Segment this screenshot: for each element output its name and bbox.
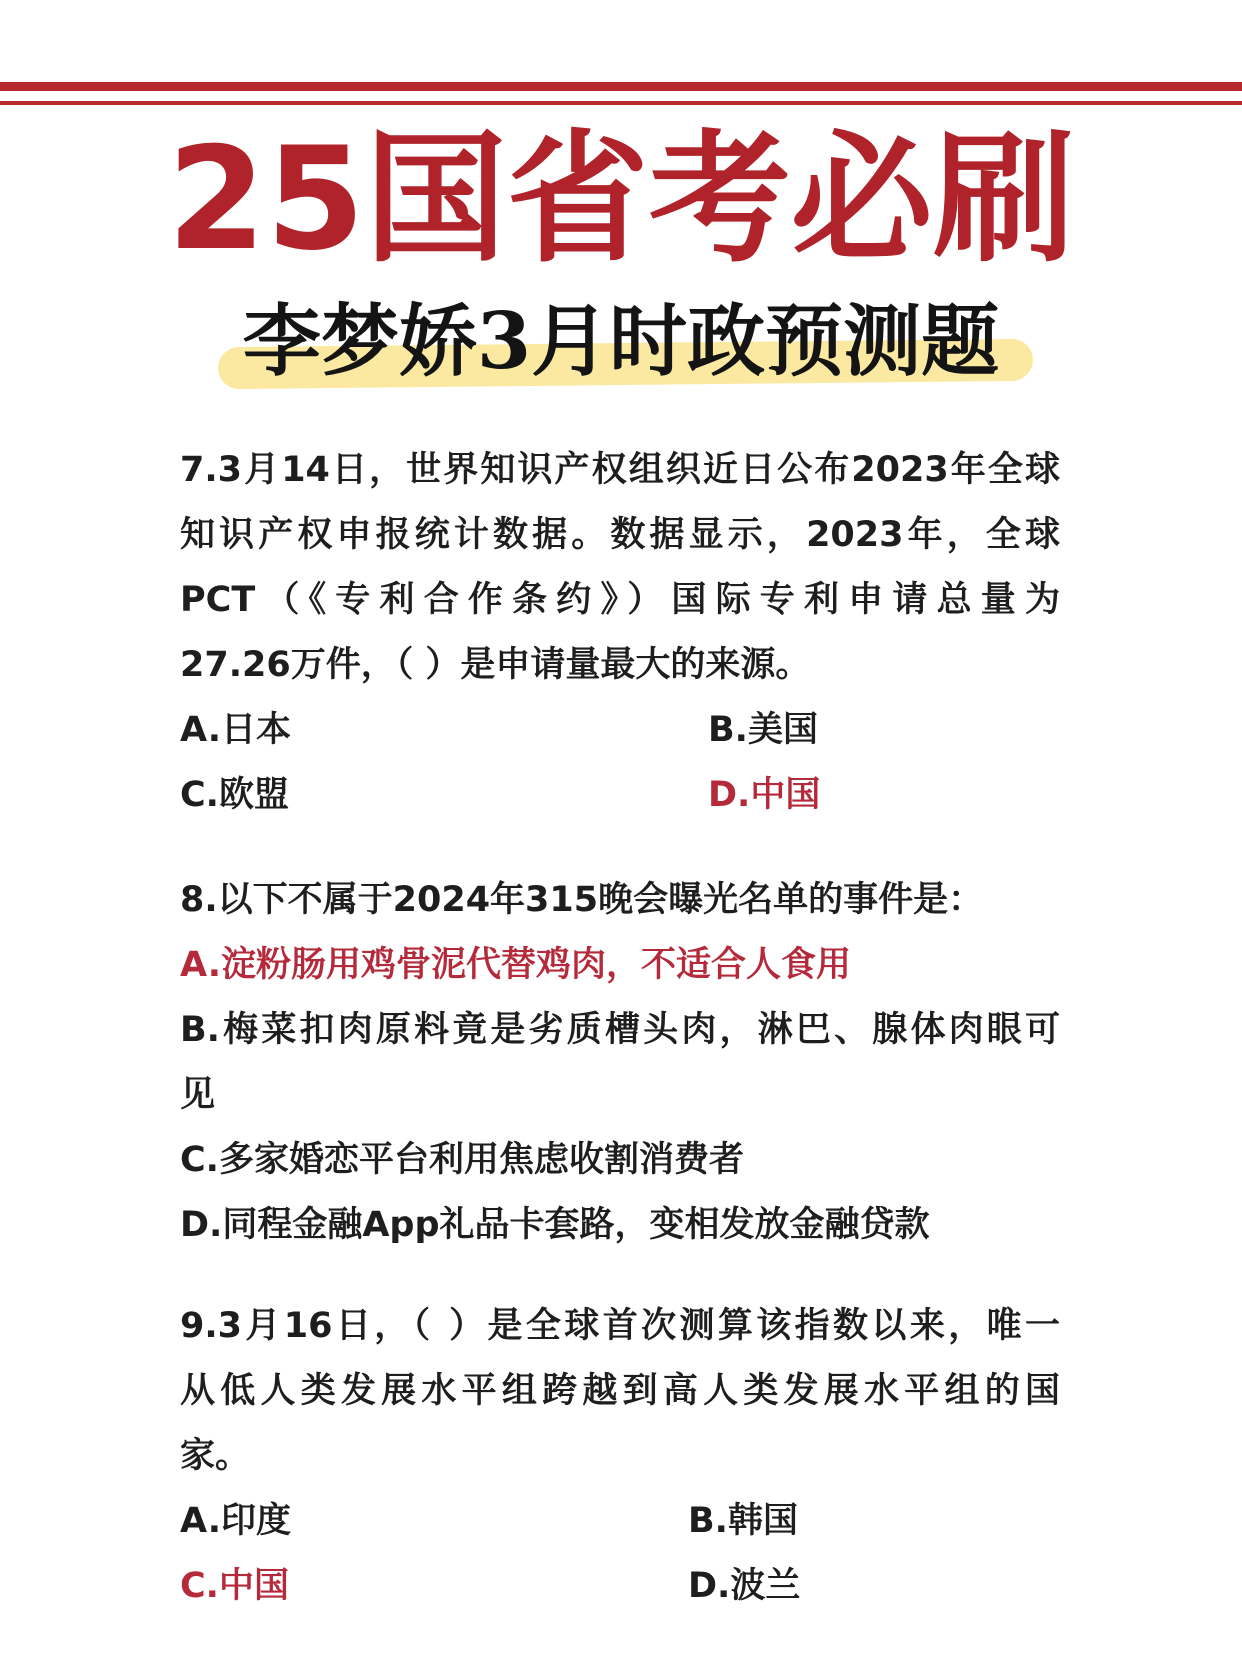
- question-stem-line: 9.3月16日，（ ）是全球首次测算该指数以来，唯一: [180, 1306, 1060, 1346]
- option-d: D.波兰: [688, 1566, 801, 1606]
- option-c: C.多家婚恋平台利用焦虑收割消费者: [180, 1140, 744, 1180]
- sub-title: 李梦娇3月时政预测题: [242, 296, 1000, 387]
- option-a-answer: A.淀粉肠用鸡骨泥代替鸡肉，不适合人食用: [180, 945, 852, 985]
- question-8: [180, 868, 1060, 1258]
- option-b: B.美国: [708, 710, 818, 750]
- options-row: [180, 1554, 1060, 1619]
- options-row: [180, 698, 1060, 763]
- question-7: [180, 438, 1060, 828]
- option-b-continued: 见: [180, 1075, 216, 1115]
- options-row: [180, 763, 1060, 828]
- main-title: 25国省考必刷: [167, 117, 1075, 282]
- option-c: C.欧盟: [180, 775, 289, 815]
- option-b: B.梅菜扣肉原料竟是劣质槽头肉，淋巴、腺体肉眼可: [180, 1010, 1060, 1050]
- options-row: [180, 1489, 1060, 1554]
- question-stem-line: PCT（《专利合作条约》）国际专利申请总量为: [180, 580, 1060, 620]
- option-a: A.印度: [180, 1501, 292, 1541]
- question-list: [180, 438, 1060, 1619]
- option-b: B.韩国: [688, 1501, 798, 1541]
- question-9: [180, 1294, 1060, 1619]
- question-stem-line: 7.3月14日，世界知识产权组织近日公布2023年全球: [180, 450, 1060, 490]
- question-stem-line: 家。: [180, 1436, 251, 1476]
- option-d-answer: D.中国: [708, 775, 821, 815]
- option-d: D.同程金融App礼品卡套路，变相发放金融贷款: [180, 1205, 930, 1245]
- option-c-answer: C.中国: [180, 1566, 289, 1606]
- question-stem-line: 知识产权申报统计数据。数据显示，2023年，全球: [180, 515, 1060, 555]
- top-rule-thin: [0, 101, 1242, 105]
- spacer: [180, 828, 1060, 868]
- question-stem-line: 从低人类发展水平组跨越到高人类发展水平组的国: [180, 1371, 1060, 1411]
- option-a: A.日本: [180, 710, 292, 750]
- question-stem-line: 27.26万件，（ ）是申请量最大的来源。: [180, 645, 811, 685]
- spacer: [180, 1258, 1060, 1294]
- question-stem-line: 8.以下不属于2024年315晚会曝光名单的事件是：: [180, 880, 984, 920]
- top-rule-thick: [0, 82, 1242, 91]
